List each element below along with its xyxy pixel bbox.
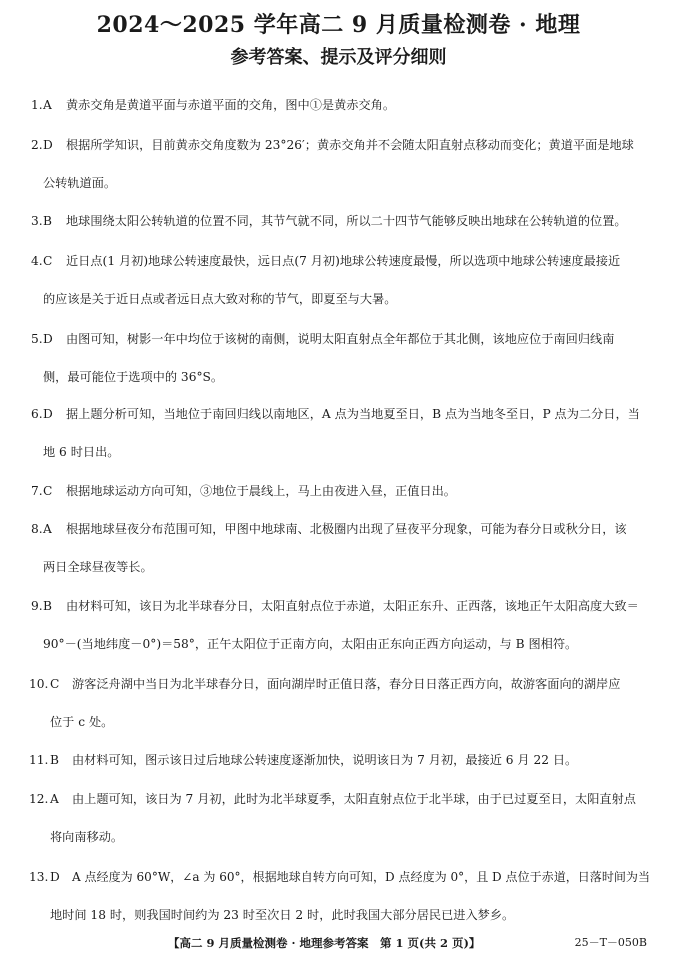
explanation-continuation: 将向南移动。 [50,830,124,844]
answer-choice: D [43,332,53,346]
question-number: 7. [31,484,43,498]
explanation-continuation: 两日全球昼夜等长。 [43,560,153,574]
explanation-text: 近日点(1 月初)地球公转速度最快，远日点(7 月初)地球公转速度最慢，所以选项中地球公转速度最接近 [66,254,621,268]
question-number: 10. [29,677,49,691]
question-number: 12. [29,792,49,806]
question-number: 5. [31,332,43,346]
explanation-continuation: 地 6 时日出。 [43,445,120,459]
explanation-continuation: 90°－(当地纬度－0°)＝58°，正午太阳位于正南方向，太阳由正东向正西方向运动，与 B 图相符。 [43,637,578,651]
explanation-continuation: 地时间 18 时，则我国时间约为 23 时至次日 2 时，此时我国大部分居民已进入梦乡。 [50,908,515,922]
footer-page-info: 【高二 9 月质量检测卷 · 地理参考答案 第 1 页(共 2 页)】 [168,936,481,950]
explanation-text: 由材料可知，图示该日过后地球公转速度逐渐加快，说明该日为 7 月初，最接近 6 月 22 日。 [72,753,578,767]
explanation-text: 根据地球昼夜分布范围可知，甲图中地球南、北极圈内出现了昼夜平分现象，可能为春分日或秋分日，该 [66,522,627,536]
answer-choice: C [43,254,53,268]
question-number: 6. [31,407,43,421]
explanation-text: 黄赤交角是黄道平面与赤道平面的交角，图中①是黄赤交角。 [66,98,396,112]
question-number: 1. [31,98,43,112]
question-number: 3. [31,214,43,228]
answer-choice: B [43,214,52,228]
explanation-text: 游客泛舟湖中当日为北半球春分日，面向湖岸时正值日落，春分日日落正西方向，故游客面向的湖岸应 [72,677,621,691]
explanation-text: 地球围绕太阳公转轨道的位置不同，其节气就不同，所以二十四节气能够反映出地球在公转轨道的位置。 [66,214,627,228]
footer-code: 25－T－050B [574,936,647,949]
question-number: 13. [29,870,49,884]
explanation-text: 由材料可知，该日为北半球春分日，太阳直射点位于赤道，太阳正东升、正西落，该地正午太阳高度大致＝ [66,599,639,613]
explanation-text: 根据地球运动方向可知，③地位于晨线上，马上由夜进入昼，正值日出。 [66,484,456,498]
answer-choice: D [50,870,60,884]
question-number: 8. [31,522,43,536]
answer-choice: A [43,522,52,536]
answer-choice: A [50,792,59,806]
page-title: 2024～2025 学年高二 9 月质量检测卷 · 地理 [96,12,581,38]
explanation-text: 由图可知，树影一年中均位于该树的南侧，说明太阳直射点全年都位于其北侧，该地应位于南回归线南 [66,332,615,346]
question-number: 9. [31,599,43,613]
explanation-text: A 点经度为 60°W，∠a 为 60°，根据地球自转方向可知，D 点经度为 0°，且 D 点位于赤道，日落时间为当 [72,870,651,884]
answer-choice: C [50,677,60,691]
explanation-continuation: 的应该是关于近日点或者远日点大致对称的节气，即夏至与大暑。 [43,292,397,306]
explanation-text: 据上题分析可知，当地位于南回归线以南地区，A 点为当地夏至日，B 点为当地冬至日，P 点为二分日，当 [66,407,640,421]
explanation-text: 根据所学知识，目前黄赤交角度数为 23°26′；黄赤交角并不会随太阳直射点移动而变化；黄道平面是地球 [66,138,634,152]
answer-choice: B [50,753,59,767]
explanation-continuation: 公转轨道面。 [43,176,117,190]
answer-choice: B [43,599,52,613]
answer-choice: A [43,98,52,112]
explanation-continuation: 位于 c 处。 [50,715,114,729]
question-number: 4. [31,254,43,268]
question-number: 11. [29,753,49,767]
explanation-continuation: 侧，最可能位于选项中的 36°S。 [43,370,224,384]
page-subtitle: 参考答案、提示及评分细则 [230,47,447,68]
answer-choice: D [43,407,53,421]
question-number: 2. [31,138,43,152]
answer-choice: D [43,138,53,152]
explanation-text: 由上题可知，该日为 7 月初，此时为北半球夏季，太阳直射点位于北半球，由于已过夏至日，太阳直射点 [72,792,636,806]
answer-choice: C [43,484,53,498]
